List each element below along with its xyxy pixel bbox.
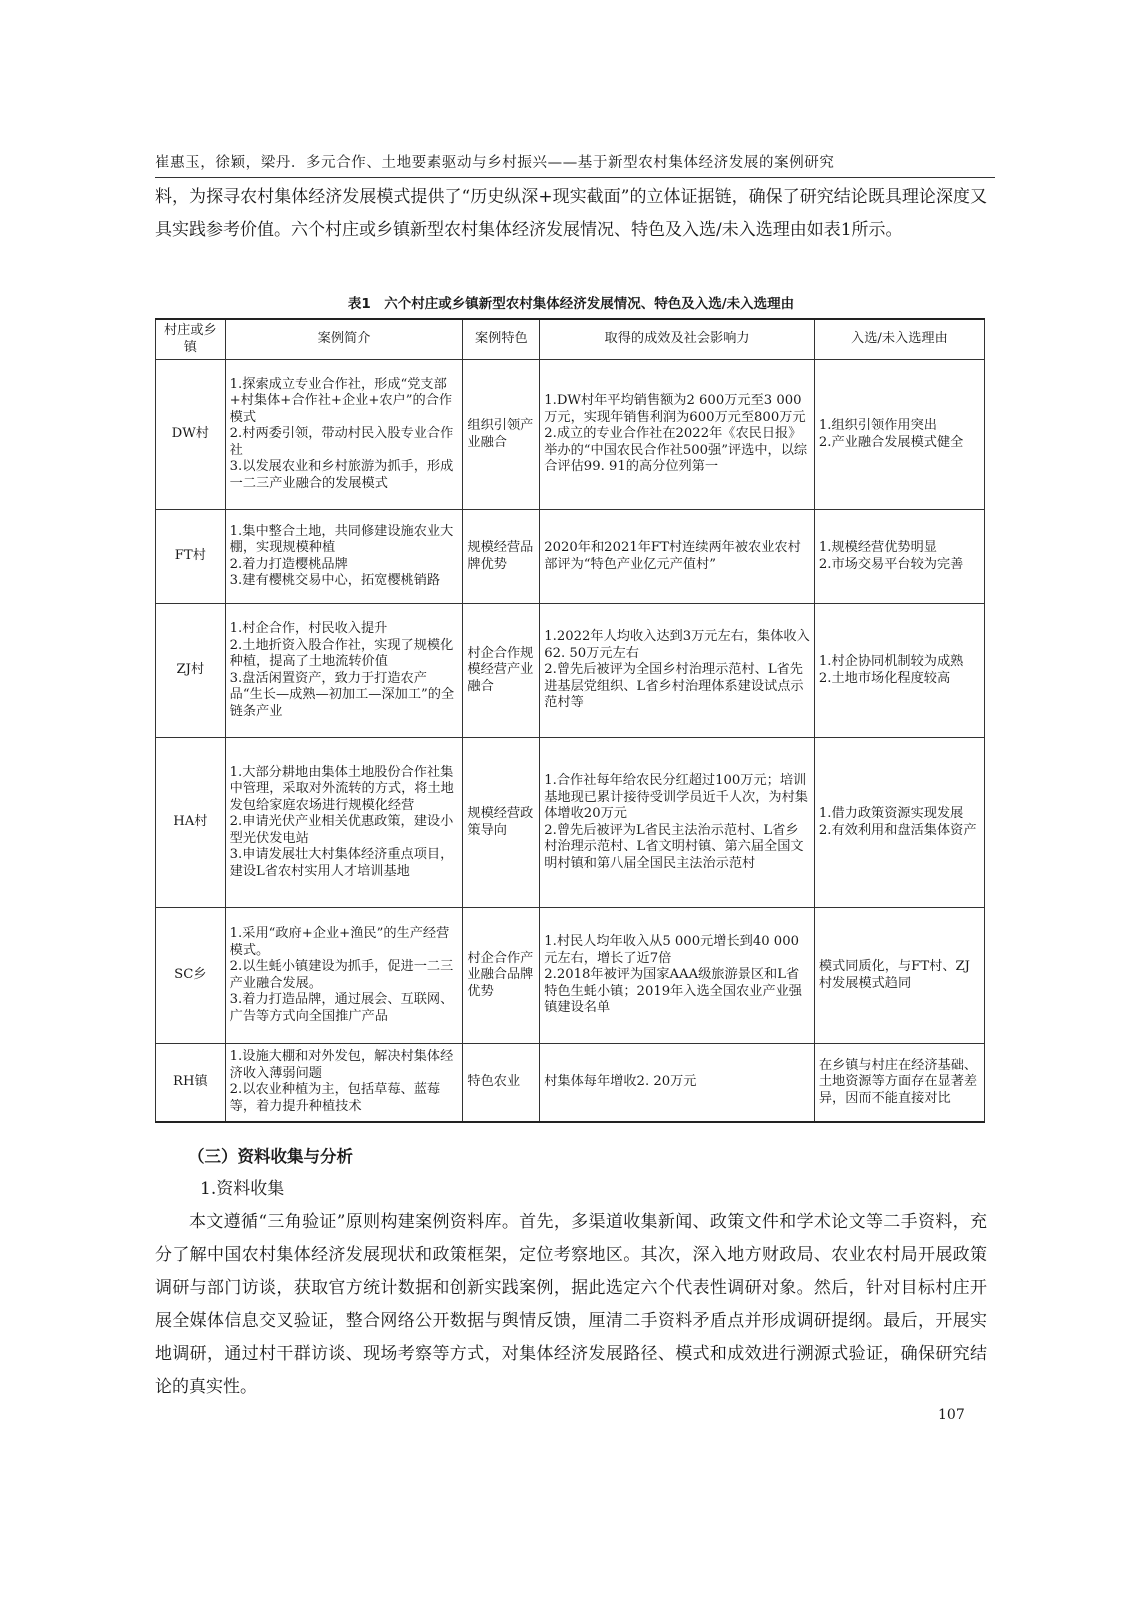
reason-item: 1.规模经营优势明显	[818, 540, 937, 555]
table-caption: 表1 六个村庄或乡镇新型农村集体经济发展情况、特色及入选/未入选理由	[347, 296, 795, 312]
table-row-rh	[156, 1044, 985, 1122]
effect-item: 2.曾先后被评为L省民主法治示范村、L省乡村治理示范村、L省文明村镇、第六届全国文明村镇和第八届全国民主法治示范村	[544, 822, 804, 871]
feature-cell: 村企合作产业融合品牌优势	[463, 908, 540, 1044]
case-table	[155, 318, 985, 1123]
feature-cell: 组织引领产业融合	[463, 360, 540, 510]
column-header-reason: 入选/未入选理由	[814, 319, 984, 360]
effect-cell	[540, 604, 815, 738]
table-row-sc	[156, 908, 985, 1044]
section-heading: （三）资料收集与分析	[188, 1147, 353, 1166]
intro-item: 3.以发展农业和乡村旅游为抓手，形成一二三产业融合的发展模式	[229, 459, 454, 491]
sub-heading: 1.资料收集	[200, 1179, 285, 1199]
column-header-effect: 取得的成效及社会影响力	[540, 319, 815, 360]
section-paragraph: 本文遵循“三角验证”原则构建案例资料库。首先，多渠道收集新闻、政策文件和学术论文等二手资料，充分了解中国农村集体经济发展现状和政策框架，定位考察地区。其次，深入地方财政局、农业农村局开展政策调研与部门访谈，获取官方统计数据和创新实践案例，据此选定六个代表性调研对象。然后，针对目标村庄开展全媒体信息交叉验证，整合网络公开数据与舆情反馈，厘清二手资料矛盾点并形成调研提纲。最后，开展实地调研，通过村干群访谈、现场考察等方式，对集体经济发展路径、模式和成效进行溯源式验证，确保研究结论的真实性。	[155, 1212, 987, 1397]
reason-cell	[814, 908, 984, 1044]
effect-item: 2020年和2021年FT村连续两年被农业农村部评为“特色产业亿元产值村”	[544, 540, 801, 572]
feature-cell: 规模经营政策导向	[463, 738, 540, 908]
reason-item: 模式同质化，与FT村、ZJ村发展模式趋同	[818, 959, 970, 991]
intro-item: 1.集中整合土地，共同修建设施农业大棚，实现规模种植	[229, 523, 454, 555]
running-head: 崔惠玉，徐颖，梁丹．多元合作、土地要素驱动与乡村振兴——基于新型农村集体经济发展的案例研究	[155, 155, 835, 171]
reason-cell	[814, 738, 984, 908]
intro-item: 1.探索成立专业合作社，形成“党支部+村集体+合作社+企业+农户”的合作模式	[229, 376, 453, 425]
effect-cell	[540, 360, 815, 510]
feature-cell: 村企合作规模经营产业融合	[463, 604, 540, 738]
page-number: 107	[938, 1407, 965, 1423]
intro-item: 2.村两委引领，带动村民入股专业合作社	[229, 426, 454, 458]
reason-cell	[814, 360, 984, 510]
table-header-row	[156, 319, 985, 360]
village-cell: SC乡	[156, 908, 226, 1044]
village-cell: DW村	[156, 360, 226, 510]
reason-item: 2.市场交易平台较为完善	[818, 556, 964, 572]
intro-item: 3.着力打造品牌，通过展会、互联网、广告等方式向全国推广产品	[229, 992, 454, 1024]
column-header-intro: 案例简介	[225, 319, 463, 360]
intro-cell	[225, 604, 463, 738]
reason-item: 1.组织引领作用突出	[818, 418, 937, 433]
intro-item: 2.申请光伏产业相关优惠政策，建设小型光伏发电站	[229, 814, 454, 846]
effect-item: 1.合作社每年给农民分红超过100万元；培训基地现已累计接待受训学员近千人次，为村集体增收20万元	[544, 773, 808, 821]
intro-item: 2.以生蚝小镇建设为抓手，促进一二三产业融合发展。	[229, 959, 454, 991]
feature-cell: 规模经营品牌优势	[463, 510, 540, 604]
intro-cell	[225, 1044, 463, 1122]
intro-paragraph: 料，为探寻农村集体经济发展模式提供了“历史纵深+现实截面”的立体证据链，确保了研究结论既具理论深度又具实践参考价值。六个村庄或乡镇新型农村集体经济发展情况、特色及入选/未入选理由如表1所示。	[155, 187, 987, 240]
reason-cell	[814, 510, 984, 604]
village-cell: ZJ村	[156, 604, 226, 738]
intro-item: 1.设施大棚和对外发包，解决村集体经济收入薄弱问题	[229, 1049, 454, 1081]
effect-item: 1.DW村年平均销售额为2 600万元至3 000万元，实现年销售利润为600万元至800万元	[544, 393, 806, 425]
effect-item: 2.成立的专业合作社在2022年《农民日报》举办的“中国农民合作社500强”评选中，以综合评估99. 91的高分位列第一	[544, 426, 808, 475]
column-header-feature: 案例特色	[463, 319, 540, 360]
reason-cell	[814, 1044, 984, 1122]
intro-item: 3.申请发展壮大村集体经济重点项目，建设L省农村实用人才培训基地	[229, 847, 454, 879]
reason-item: 2.有效利用和盘活集体资产	[818, 822, 977, 838]
effect-item: 2.2018年被评为国家AAA级旅游景区和L省特色生蚝小镇；2019年入选全国农业产业强镇建设名单	[544, 967, 802, 1016]
intro-item: 3.建有樱桃交易中心，拓宽樱桃销路	[229, 573, 441, 588]
table-row-dw	[156, 360, 985, 510]
reason-cell	[814, 604, 984, 738]
effect-cell	[540, 1044, 815, 1122]
intro-cell	[225, 908, 463, 1044]
intro-cell	[225, 360, 463, 510]
intro-item: 1.村企合作，村民收入提升	[229, 621, 388, 636]
effect-cell	[540, 908, 815, 1044]
effect-item: 1.村民人均年收入从5 000元增长到40 000元左右，增长了近7倍	[544, 934, 799, 966]
intro-item: 2.土地折资入股合作社，实现了规模化种植，提高了土地流转价值	[229, 637, 454, 669]
intro-item: 2.着力打造樱桃品牌	[229, 556, 348, 572]
table-row-ft	[156, 510, 985, 604]
intro-item: 3.盘活闲置资产，致力于打造农产品“生长—成熟—初加工—深加工”的全链条产业	[229, 670, 455, 719]
column-header-village: 村庄或乡镇	[156, 319, 226, 360]
intro-cell	[225, 510, 463, 604]
village-cell: HA村	[156, 738, 226, 908]
table-row-zj	[156, 604, 985, 738]
effect-item: 2.曾先后被评为全国乡村治理示范村、L省先进基层党组织、L省乡村治理体系建设试点示范村等	[544, 662, 804, 711]
header-rule	[155, 177, 995, 178]
reason-item: 2.产业融合发展模式健全	[818, 434, 964, 450]
table-row-ha	[156, 738, 985, 908]
intro-cell	[225, 738, 463, 908]
reason-item: 1.借力政策资源实现发展	[818, 806, 964, 821]
effect-item: 1.2022年人均收入达到3万元左右，集体收入62. 50万元左右	[544, 629, 810, 661]
village-cell: RH镇	[156, 1044, 226, 1122]
effect-item: 村集体每年增收2. 20万元	[544, 1074, 697, 1089]
feature-cell: 特色农业	[463, 1044, 540, 1122]
intro-item: 1.采用“政府+企业+渔民”的生产经营模式。	[229, 926, 450, 958]
reason-item: 2.土地市场化程度较高	[818, 670, 951, 686]
intro-item: 1.大部分耕地由集体土地股份合作社集中管理，采取对外流转的方式，将土地发包给家庭农场进行规模化经营	[229, 764, 454, 813]
intro-item: 2.以农业种植为主，包括草莓、蓝莓等，着力提升种植技术	[229, 1082, 441, 1114]
reason-item: 1.村企协同机制较为成熟	[818, 654, 964, 669]
reason-item: 在乡镇与村庄在经济基础、土地资源等方面存在显著差异，因而不能直接对比	[818, 1057, 978, 1106]
effect-cell	[540, 510, 815, 604]
village-cell: FT村	[156, 510, 226, 604]
effect-cell	[540, 738, 815, 908]
